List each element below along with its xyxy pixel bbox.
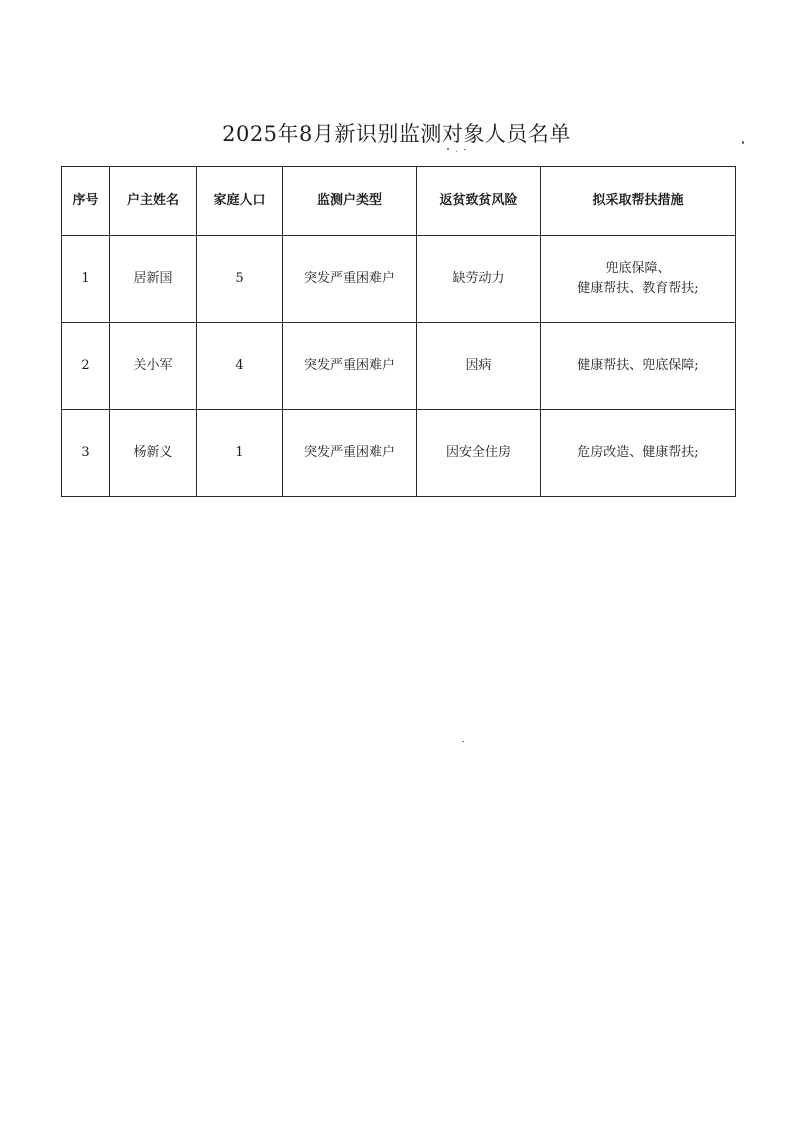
cell-monitor-type: 突发严重困难户 — [283, 410, 417, 497]
cell-risk: 因安全住房 — [417, 410, 541, 497]
scan-speck — [464, 149, 466, 150]
scan-speck — [742, 141, 744, 144]
scan-speck — [456, 151, 457, 152]
measures-line: 健康帮扶、兜底保障; — [577, 358, 699, 373]
measures-line: 危房改造、健康帮扶; — [577, 445, 699, 460]
cell-family-size: 4 — [197, 323, 283, 410]
cell-seq: 2 — [62, 323, 110, 410]
table-row — [62, 410, 736, 497]
monitoring-roster-table — [61, 166, 736, 497]
cell-monitor-type: 突发严重困难户 — [283, 236, 417, 323]
cell-monitor-type: 突发严重困难户 — [283, 323, 417, 410]
page-title: 2025年8月新识别监测对象人员名单 — [222, 122, 571, 146]
scan-speck — [447, 148, 449, 150]
table-header-row — [62, 167, 736, 236]
table-row — [62, 323, 736, 410]
cell-measures — [541, 410, 736, 497]
header-family-size: 家庭人口 — [197, 167, 283, 236]
header-monitor-type: 监测户类型 — [283, 167, 417, 236]
scan-speck — [462, 741, 464, 742]
cell-measures — [541, 323, 736, 410]
cell-measures — [541, 236, 736, 323]
cell-family-size: 1 — [197, 410, 283, 497]
measures-line: 兜底保障、 — [605, 261, 671, 276]
cell-head-name: 关小军 — [110, 323, 197, 410]
header-head-name: 户主姓名 — [110, 167, 197, 236]
header-seq: 序号 — [62, 167, 110, 236]
cell-head-name: 杨新义 — [110, 410, 197, 497]
cell-risk: 缺劳动力 — [417, 236, 541, 323]
table-row — [62, 236, 736, 323]
cell-head-name: 居新国 — [110, 236, 197, 323]
cell-risk: 因病 — [417, 323, 541, 410]
cell-seq: 3 — [62, 410, 110, 497]
cell-family-size: 5 — [197, 236, 283, 323]
header-measures: 拟采取帮扶措施 — [541, 167, 736, 236]
measures-line: 健康帮扶、教育帮扶; — [577, 281, 699, 296]
header-risk: 返贫致贫风险 — [417, 167, 541, 236]
cell-seq: 1 — [62, 236, 110, 323]
